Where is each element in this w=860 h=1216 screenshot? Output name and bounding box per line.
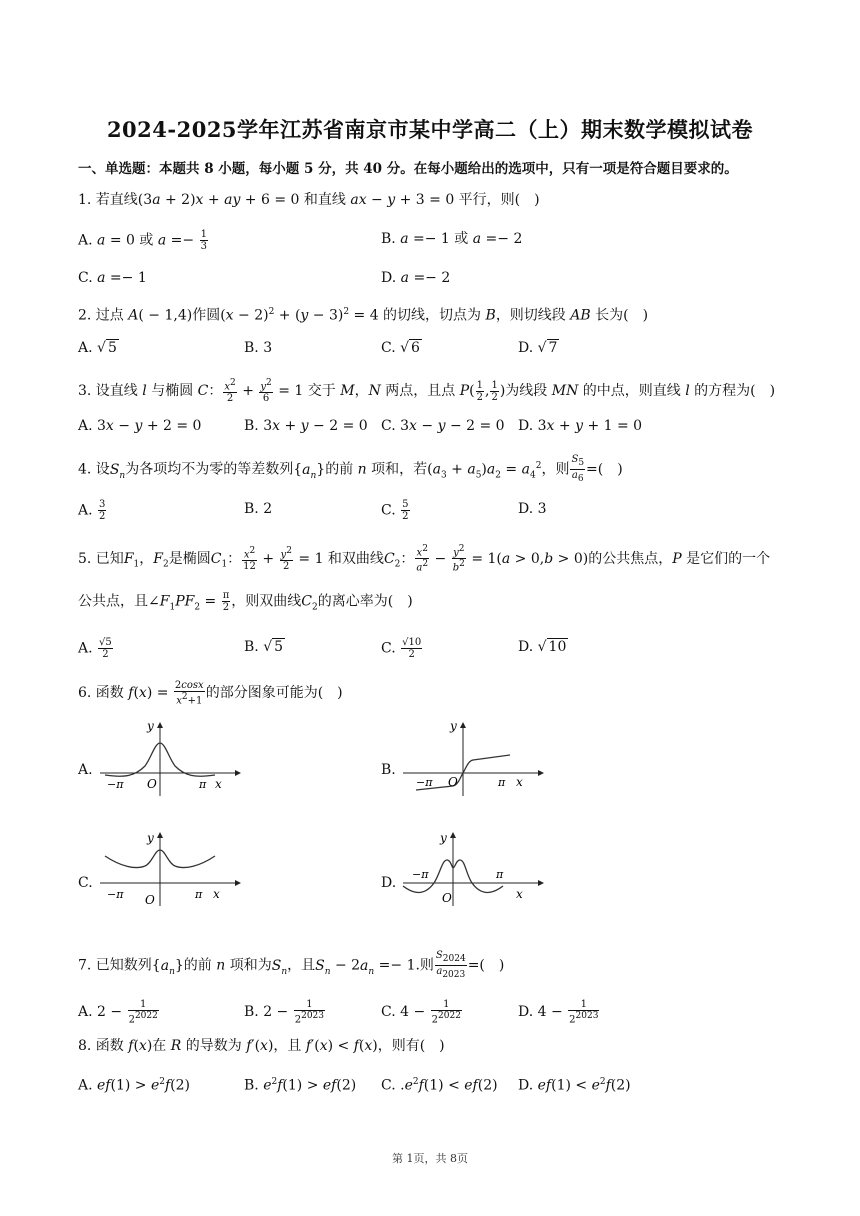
section-heading: 一、单选题：本题共 8 小题，每小题 5 分，共 40 分。在每小题给出的选项中，只有一项是符合题目要求的。 bbox=[78, 161, 738, 177]
q1-option-c: C. a =− 1 bbox=[78, 270, 147, 286]
question-6: 6. 函数 f(x) = $\frac{2\cos x}{x^2+1}$ 的部分图象可能为( ) bbox=[78, 680, 343, 707]
pi-label: π bbox=[498, 776, 506, 789]
axis-label-x: x bbox=[215, 777, 222, 791]
q7-option-d: D. 4 − $\frac{1}{2^{2023}}$ bbox=[518, 999, 599, 1026]
q1-option-b: B. a =− 1 或 a =− 2 bbox=[381, 231, 523, 247]
q2-option-c: C. √ 6 bbox=[381, 340, 420, 356]
axis-label-y: y bbox=[450, 719, 457, 733]
q6-option-a-label: A. bbox=[78, 762, 93, 778]
q2-option-b: B. 3 bbox=[244, 340, 273, 356]
q1-option-d: D. a =− 2 bbox=[381, 270, 451, 286]
q6-graph-c bbox=[95, 828, 245, 908]
q2-option-a: A. √ 5 bbox=[78, 340, 117, 356]
q2-option-d: D. √ 7 bbox=[518, 340, 558, 356]
q8-option-a: A. $ef(1) > e^2f(2)$ bbox=[78, 1077, 191, 1094]
question-7: 7. 已知数列$\{a_n\}$的前 n 项和为$S_n$，且$S_n - 2a_n =- 1$.则 $\frac{S_{2024}}{a_{2023}}$ =( ) bbox=[78, 950, 505, 980]
q3-option-b: B. 3x + y − 2 = 0 bbox=[244, 418, 368, 434]
q6-option-b-label: B. bbox=[381, 762, 396, 778]
q3-option-a: A. 3x − y + 2 = 0 bbox=[78, 418, 202, 434]
q8-option-c: C. $.e^2f(1) < ef(2)$ bbox=[381, 1077, 498, 1094]
question-5-line-1: 5. 已知$F_1$，$F_2$是椭圆$C_1$： $\frac{x^2}{12}$ + $\frac{y^2}{2}$ = 1 和双曲线$C_2$： $\frac{x^2}{a^2}$ − $\frac{y^2}{b^2}$ = 1(a > 0,b > 0)的公共焦点，P 是它们的一个 bbox=[78, 544, 771, 574]
axis-label-y: y bbox=[440, 831, 447, 845]
q5-option-a: A. $\frac{√5}{2}$ bbox=[78, 637, 112, 660]
axis-label-y: y bbox=[147, 719, 154, 733]
page-title: 2024-2025学年江苏省南京市某中学高二（上）期末数学模拟试卷 bbox=[106, 117, 754, 142]
axis-label-x: x bbox=[516, 887, 523, 901]
q4-option-b: B. 2 bbox=[244, 501, 273, 517]
q8-option-d: D. $ef(1) < e^2f(2)$ bbox=[518, 1077, 631, 1094]
q4-option-a: A. $\frac{3}{2}$ bbox=[78, 499, 106, 522]
pi-label: π bbox=[195, 888, 203, 901]
q5-option-c: C. $\frac{√10}{2}$ bbox=[381, 637, 422, 660]
question-8: 8. 函数 f(x)在 R 的导数为 f′(x)，且 f′(x) < f(x)，则有( ) bbox=[78, 1038, 445, 1054]
axis-label-y: y bbox=[147, 831, 154, 845]
q6-graph-d bbox=[398, 828, 548, 908]
pi-label: π bbox=[199, 778, 207, 791]
axis-label-x: x bbox=[516, 775, 523, 789]
q5-option-b: B. √ 5 bbox=[244, 639, 284, 655]
question-1: 1. 若直线(3a + 2)x + ay + 6 = 0 和直线 ax − y + 3 = 0 平行，则( ) bbox=[78, 192, 540, 208]
origin-label: O bbox=[448, 775, 458, 789]
neg-pi-label: −π bbox=[412, 868, 429, 881]
origin-label: O bbox=[442, 891, 452, 905]
q8-option-b: B. $e^2f(1) > ef(2)$ bbox=[244, 1077, 357, 1094]
q7-option-c: C. 4 − $\frac{1}{2^{2022}}$ bbox=[381, 999, 461, 1026]
question-3: 3. 设直线 l 与椭圆 C： $\frac{x^2}{2}$ + $\frac{y^2}{6}$ = 1 交于 M，N 两点，且点 P( $\frac{1}{2}$ , $\frac{1}{2}$ )为线段 MN 的中点，则直线 l 的方程为( ) bbox=[78, 378, 776, 405]
q3-option-d: D. 3x + y + 1 = 0 bbox=[518, 418, 643, 434]
q5-option-d: D. √ 10 bbox=[518, 639, 567, 655]
q6-option-d-label: D. bbox=[381, 875, 397, 891]
q7-option-a: A. 2 − $\frac{1}{2^{2022}}$ bbox=[78, 999, 158, 1026]
q4-option-c: C. $\frac{5}{2}$ bbox=[381, 499, 409, 522]
q6-graph-b bbox=[398, 718, 548, 798]
q7-option-b: B. 2 − $\frac{1}{2^{2023}}$ bbox=[244, 999, 325, 1026]
question-4: 4. 设$S_n$为各项均不为零的等差数列$\{a_n\}$的前 n 项和，若$(a_3 + a_5)a_2 = a_4^2$，则 $\frac{S_5}{a_6}$ =( ) bbox=[78, 454, 623, 484]
origin-label: O bbox=[147, 777, 157, 791]
question-2: 2. 过点 A( − 1,4)作圆$(x - 2)^2 + (y - 3)^2 = 4$ 的切线，切点为 B，则切线段 AB 长为( ) bbox=[78, 307, 649, 324]
q1-option-a: A. a = 0 或 a =− $\frac{1}{3}$ bbox=[78, 229, 207, 252]
neg-pi-label: −π bbox=[107, 888, 124, 901]
question-5-line-2: 公共点，且$\angle F_1PF_2$ = $\frac{\pi}{2}$ ，则双曲线$C_2$的离心率为( ) bbox=[78, 590, 413, 613]
q3-option-c: C. 3x − y − 2 = 0 bbox=[381, 418, 505, 434]
q6-graph-a bbox=[95, 718, 245, 798]
neg-pi-label: −π bbox=[107, 778, 124, 791]
q4-option-d: D. 3 bbox=[518, 501, 547, 517]
origin-label: O bbox=[145, 893, 155, 907]
page-footer: 第 1页，共 8页 bbox=[392, 1152, 468, 1165]
axis-label-x: x bbox=[213, 887, 220, 901]
pi-label: π bbox=[496, 868, 504, 881]
q6-option-c-label: C. bbox=[78, 875, 93, 891]
neg-pi-label: −π bbox=[416, 776, 433, 789]
